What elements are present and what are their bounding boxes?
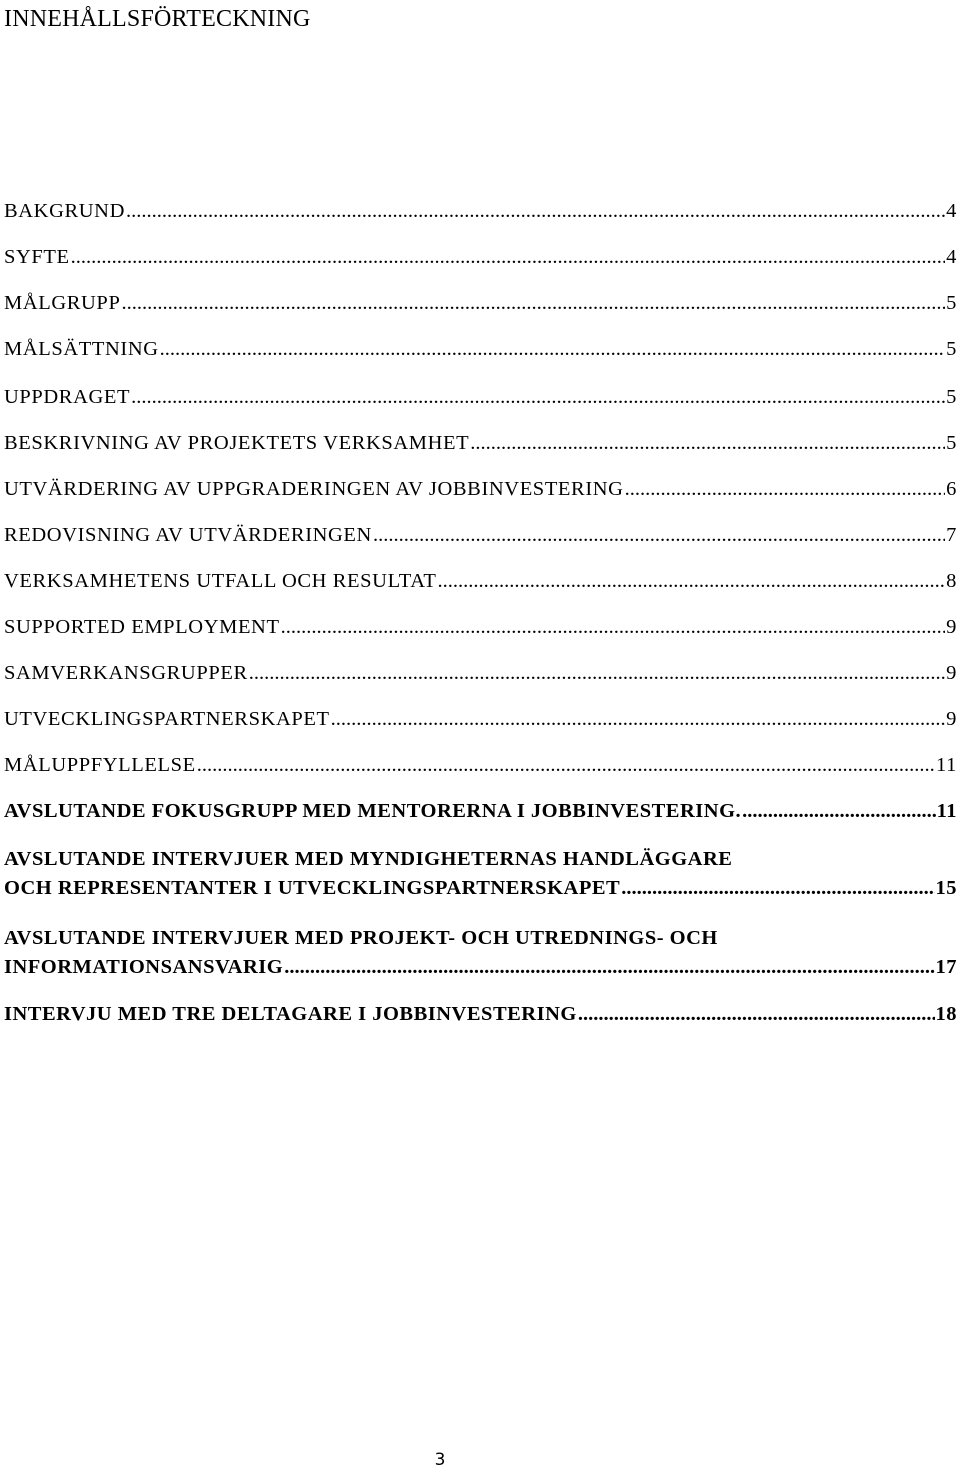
- toc-entry-line: [4, 430, 957, 456]
- toc-dot-leader: [121, 290, 945, 316]
- toc-entry-title: VERKSAMHETENS UTFALL OCH RESULTAT: [4, 570, 437, 592]
- toc-entry-line: [4, 706, 957, 732]
- toc-entry-page: 5: [946, 432, 957, 454]
- toc-entry-line: [4, 244, 957, 270]
- toc-entry-page: 4: [946, 200, 957, 222]
- toc-entry-line: [4, 954, 957, 980]
- toc-dot-leader: [742, 798, 935, 824]
- toc-entry-page: 9: [946, 708, 957, 730]
- toc-entry-page: 5: [946, 338, 957, 360]
- toc-dot-leader: [71, 244, 945, 270]
- toc-entry[interactable]: [4, 336, 957, 362]
- toc-entry[interactable]: [4, 798, 957, 824]
- toc-entry[interactable]: [4, 476, 957, 502]
- toc-entry[interactable]: [4, 522, 957, 548]
- toc-dot-leader: [373, 522, 945, 548]
- toc-entry-line: [4, 384, 957, 410]
- toc-dot-leader: [625, 476, 946, 502]
- toc-entry-page: 8: [946, 570, 957, 592]
- toc-entry-page: 9: [946, 616, 957, 638]
- toc-entry-title: UTVÄRDERING AV UPPGRADERINGEN AV JOBBINVESTERING: [4, 478, 624, 500]
- toc-entry-title: UTVECKLINGSPARTNERSKAPET: [4, 708, 330, 730]
- toc-entry-page: 5: [946, 386, 957, 408]
- toc-entry-title: INFORMATIONSANSVARIG: [4, 956, 284, 978]
- toc-entry-line: [4, 843, 957, 875]
- toc-entry-title: SUPPORTED EMPLOYMENT: [4, 616, 280, 638]
- toc-dot-leader: [284, 954, 934, 980]
- toc-dot-leader: [578, 1001, 935, 1027]
- toc-entry-title: SAMVERKANSGRUPPER: [4, 662, 248, 684]
- page-number: 3: [434, 1450, 446, 1470]
- toc-entry[interactable]: [4, 244, 957, 270]
- toc-entry[interactable]: [4, 384, 957, 410]
- toc-entry-line: [4, 875, 957, 901]
- toc-dot-leader: [131, 384, 945, 410]
- toc-entry[interactable]: [4, 752, 957, 778]
- toc-entry-line: [4, 522, 957, 548]
- toc-entry-title: BESKRIVNING AV PROJEKTETS VERKSAMHET: [4, 432, 470, 454]
- toc-entry-line: [4, 568, 957, 594]
- toc-entry-title: AVSLUTANDE FOKUSGRUPP MED MENTORERNA I JOBBINVESTERING.: [4, 800, 742, 822]
- toc-entry-title: INTERVJU MED TRE DELTAGARE I JOBBINVESTERING: [4, 1003, 577, 1025]
- toc-entry-line: [4, 798, 957, 824]
- toc-entry[interactable]: [4, 290, 957, 316]
- toc-heading: INNEHÅLLSFÖRTECKNING: [4, 6, 311, 32]
- toc-entry-title: AVSLUTANDE INTERVJUER MED PROJEKT- OCH UTREDNINGS- OCH: [4, 927, 718, 949]
- toc-dot-leader: [197, 752, 935, 778]
- toc-entry-line: [4, 336, 957, 362]
- toc-dot-leader: [331, 706, 946, 732]
- toc-entry-title: AVSLUTANDE INTERVJUER MED MYNDIGHETERNAS HANDLÄGGARE: [4, 848, 733, 870]
- toc-entry-page: 11: [936, 754, 957, 776]
- toc-entry[interactable]: [4, 843, 957, 901]
- toc-entry-title: UPPDRAGET: [4, 386, 131, 408]
- toc-entry[interactable]: [4, 1001, 957, 1027]
- toc-entry[interactable]: [4, 198, 957, 224]
- toc-entry-line: [4, 290, 957, 316]
- toc-entry[interactable]: [4, 430, 957, 456]
- toc-entry-page: 7: [946, 524, 957, 546]
- toc-entry-line: [4, 752, 957, 778]
- toc-entry-page: 5: [946, 292, 957, 314]
- toc-entry[interactable]: [4, 660, 957, 686]
- toc-entry-title: OCH REPRESENTANTER I UTVECKLINGSPARTNERSKAPET: [4, 877, 621, 899]
- toc-entry-line: [4, 476, 957, 502]
- toc-entry-line: [4, 922, 957, 954]
- toc-entry-page: 9: [946, 662, 957, 684]
- toc-entry[interactable]: [4, 922, 957, 980]
- toc-entry-line: [4, 1001, 957, 1027]
- toc-dot-leader: [126, 198, 945, 224]
- toc-entry[interactable]: [4, 706, 957, 732]
- toc-entry-title: MÅLSÄTTNING: [4, 338, 159, 360]
- toc-dot-leader: [621, 875, 934, 901]
- toc-entry-page: 4: [946, 246, 957, 268]
- toc-entry-title: SYFTE: [4, 246, 70, 268]
- toc-dot-leader: [438, 568, 946, 594]
- toc-entry-title: MÅLUPPFYLLELSE: [4, 754, 196, 776]
- toc-entry-title: REDOVISNING AV UTVÄRDERINGEN: [4, 524, 372, 546]
- toc-entry-title: MÅLGRUPP: [4, 292, 121, 314]
- toc-entry-line: [4, 614, 957, 640]
- toc-entry[interactable]: [4, 568, 957, 594]
- toc-dot-leader: [281, 614, 946, 640]
- toc-dot-leader: [470, 430, 945, 456]
- toc-dot-leader: [249, 660, 945, 686]
- toc-entry-page: 15: [935, 877, 957, 899]
- toc-entry-page: 11: [936, 800, 957, 822]
- toc-dot-leader: [160, 336, 945, 362]
- toc-entry-line: [4, 660, 957, 686]
- toc-entry-page: 18: [935, 1003, 957, 1025]
- toc-entry-page: 17: [935, 956, 957, 978]
- toc-entry-title: BAKGRUND: [4, 200, 125, 222]
- toc-entry[interactable]: [4, 614, 957, 640]
- toc-entry-line: [4, 198, 957, 224]
- toc-entry-page: 6: [946, 478, 957, 500]
